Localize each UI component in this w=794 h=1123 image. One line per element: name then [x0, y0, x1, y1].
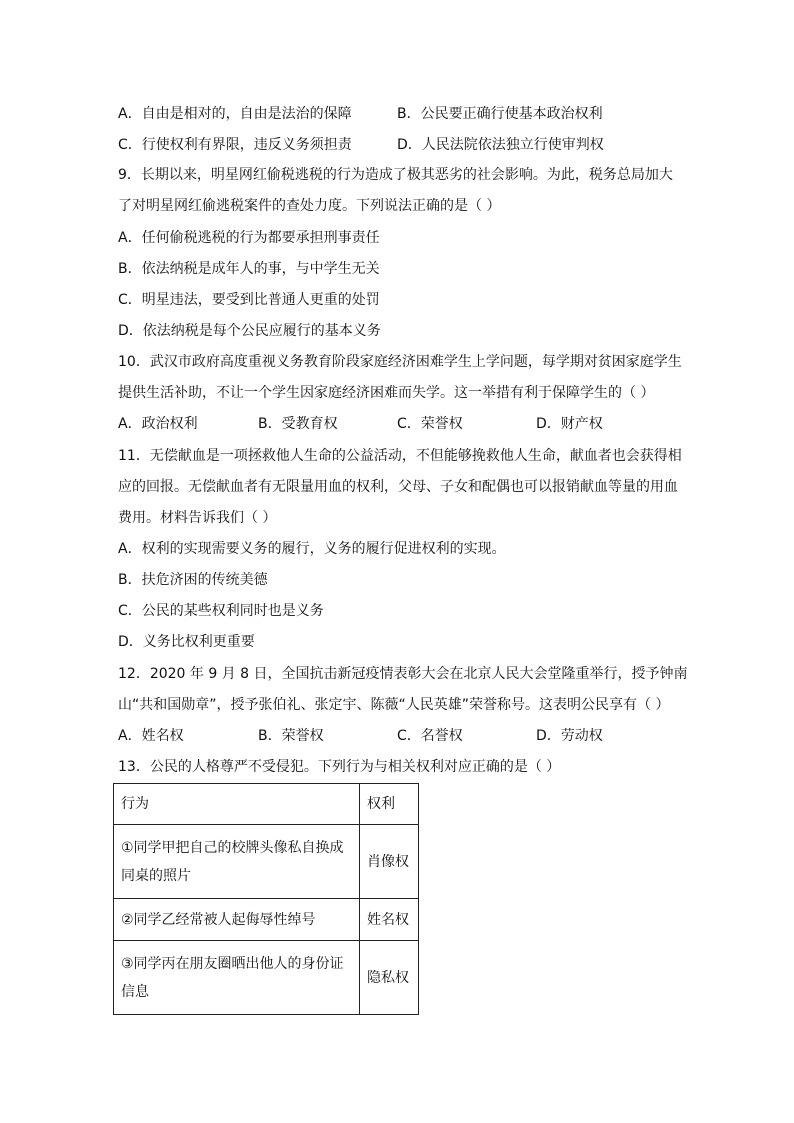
table-cell-behavior: [114, 899, 360, 941]
q9-option-d: D．依法纳税是每个公民应履行的基本义务: [118, 323, 381, 339]
q9-option-c: C．明星违法，要受到比普通人更重的处罚: [118, 292, 380, 308]
q13-table: [113, 783, 419, 1015]
table-cell-right: 肖像权: [360, 825, 419, 899]
q10-option-b: B．受教育权: [258, 416, 338, 432]
q12-stem-line2: 山“共和国勋章”，授予张伯礼、张定宇、陈薇“人民英雄”荣誉称号。这表明公民享有（ ）: [118, 697, 670, 713]
q12-stem-line1: 12．2020 年 9 月 8 日，全国抗击新冠疫情表彰大会在北京人民大会堂隆重举行，授予钟南: [118, 666, 688, 682]
q10-option-d: D．财产权: [536, 416, 603, 432]
q9-stem-line1: 9．长期以来，明星网红偷税逃税的行为造成了极其恶劣的社会影响。为此，税务总局加大: [118, 167, 673, 183]
table-row: [114, 899, 419, 941]
q10-stem-line2: 提供生活补助，不让一个学生因家庭经济困难而失学。这一举措有利于保障学生的（ ）: [118, 385, 655, 401]
q8-option-b: B．公民要正确行使基本政治权利: [397, 106, 603, 122]
cell-line: 同桌的照片: [121, 867, 191, 884]
table-cell-behavior: [114, 825, 360, 899]
q8-option-a: A．自由是相对的，自由是法治的保障: [118, 106, 352, 122]
table-cell-behavior: [114, 941, 360, 1015]
q8-option-c: C．行使权利有界限，违反义务须担责: [118, 137, 352, 153]
q12-option-b: B．荣誉权: [258, 728, 324, 744]
cell-line: ①同学甲把自己的校牌头像私自换成: [121, 839, 344, 856]
cell-line: ②同学乙经常被人起侮辱性绰号: [121, 911, 316, 928]
q11-option-b: B．扶危济困的传统美德: [118, 572, 268, 588]
table-cell-right: 姓名权: [360, 899, 419, 941]
q9-option-b: B．依法纳税是成年人的事，与中学生无关: [118, 261, 380, 277]
q11-stem-line3: 费用。材料告诉我们（ ）: [118, 510, 277, 526]
table-cell-right: 隐私权: [360, 941, 419, 1015]
q9-option-a: A．任何偷税逃税的行为都要承担刑事责任: [118, 230, 380, 246]
q12-option-c: C．名誉权: [397, 728, 463, 744]
q10-option-c: C．荣誉权: [397, 416, 463, 432]
cell-line: ③同学丙在朋友圈晒出他人的身份证: [121, 955, 344, 972]
q11-option-d: D．义务比权利更重要: [118, 634, 255, 650]
q13-stem: 13．公民的人格尊严不受侵犯。下列行为与相关权利对应正确的是（ ）: [118, 759, 561, 775]
table-row: [114, 825, 419, 899]
q11-option-c: C．公民的某些权利同时也是义务: [118, 603, 324, 619]
q11-stem-line2: 应的回报。无偿献血者有无限量用血的权利，父母、子女和配偶也可以报销献血等量的用血: [118, 479, 678, 495]
cell-line: 信息: [121, 983, 149, 1000]
q11-stem-line1: 11．无偿献血是一项拯救他人生命的公益活动，不但能够挽救他人生命，献血者也会获得相: [118, 448, 682, 464]
q12-option-a: A．姓名权: [118, 728, 184, 744]
q12-option-d: D．劳动权: [536, 728, 603, 744]
q8-option-d: D．人民法院依法独立行使审判权: [397, 137, 604, 153]
table-header-row: [114, 784, 419, 825]
table-header-right: 权利: [360, 784, 419, 825]
q11-option-a: A．权利的实现需要义务的履行，义务的履行促进权利的实现。: [118, 541, 506, 557]
q10-stem-line1: 10．武汉市政府高度重视义务教育阶段家庭经济困难学生上学问题，每学期对贫困家庭学生: [118, 354, 682, 370]
q10-option-a: A．政治权利: [118, 416, 198, 432]
table-row: [114, 941, 419, 1015]
table-header-behavior: 行为: [114, 784, 360, 825]
q9-stem-line2: 了对明星网红偷逃税案件的查处力度。下列说法正确的是（ ）: [118, 198, 501, 214]
